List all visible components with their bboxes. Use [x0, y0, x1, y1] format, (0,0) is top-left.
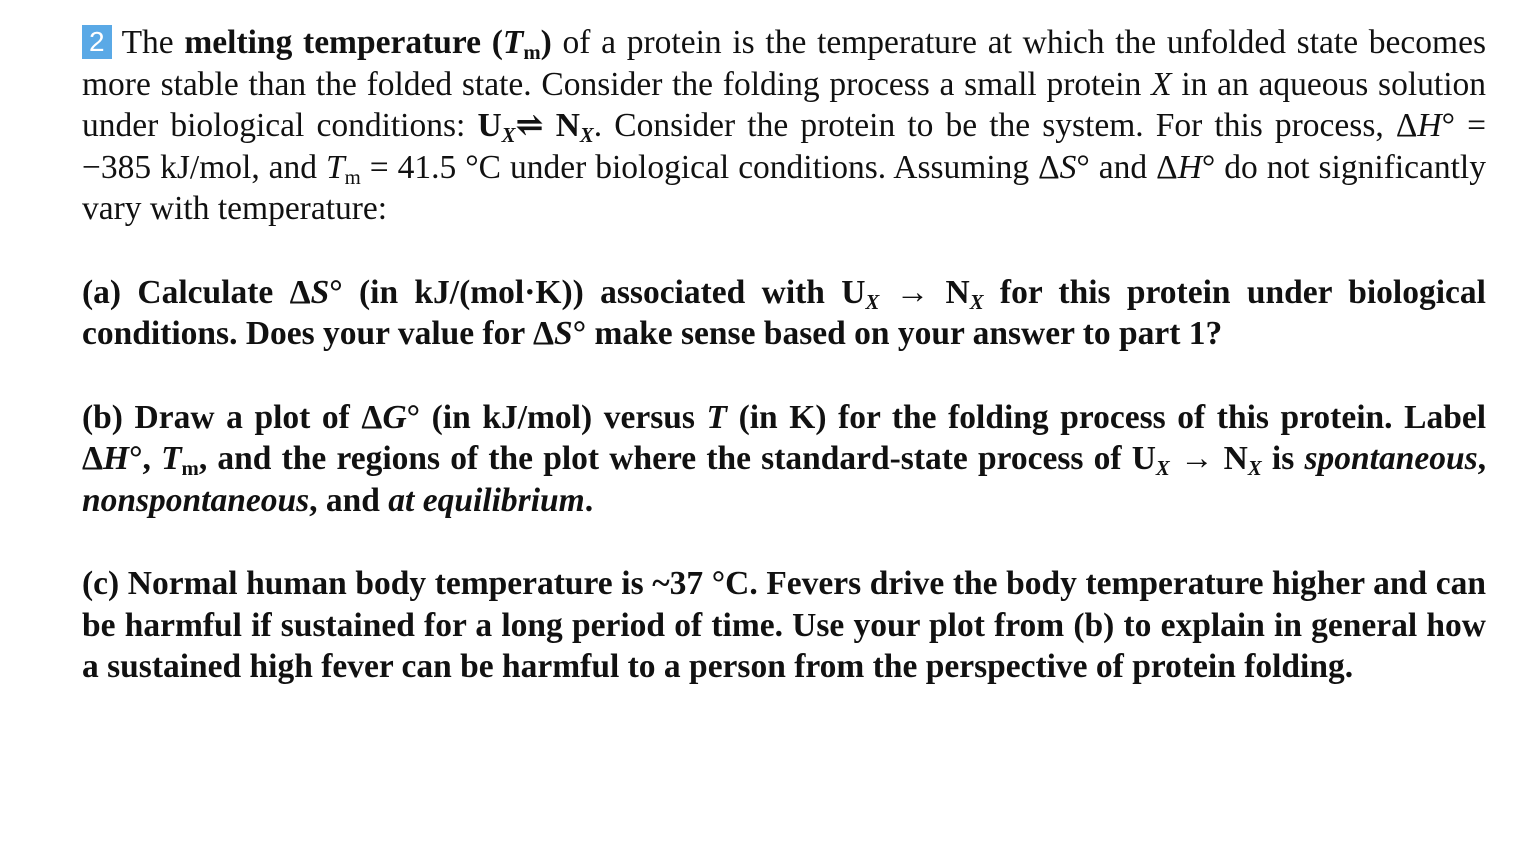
enthalpy-symbol: H	[1177, 148, 1202, 186]
intro-text: ° do not significantly vary with temperature:	[82, 148, 1486, 227]
problem-number-badge: 2	[82, 25, 112, 59]
term-at-equilibrium: at equilibrium	[388, 481, 585, 519]
question-part-b: (b) Draw a plot of ΔG° (in kJ/mol) versus T (in K) for the folding process of this protein. Label ΔH°, $T_m$, and the regions of the plot where the standard-state process of $U_X \to N_X$ is spontaneous, nonspontaneous, and at equilibrium.	[82, 398, 1487, 519]
question-part-c: (c) Normal human body temperature is ~37 °C. Fevers drive the body temperature higher and can be harmful if sustained for a long period of time. Use your plot from (b) to explain in general how a sustained high fever can be harmful to a person from the perspective of protein folding.	[82, 565, 1486, 685]
problem-intro: 2 The melting temperature $(T_m)$ of a protein is the temperature at which the unfolded state becomes more stable than the folded state. Consider the folding process a small protein X in an aqueous solution under biological conditions: $U_X\rightleftharpoons$ $N_X$. Consider the protein to be the system. For this process, ΔH° = −385 kJ/mol, and $T_m = 41.5$ °C under biological conditions. Assuming ΔS° and ΔH° do not significantly vary with temperature:	[82, 24, 1486, 227]
spacer	[82, 355, 1486, 397]
problem-document	[82, 22, 1486, 688]
term-spontaneous: spontaneous	[1304, 440, 1478, 477]
question-part-a: (a) Calculate ΔS° (in kJ/(mol·K)) associated with $U_X \to N_X$ for this protein under biological conditions. Does your value for ΔS° make sense based on your answer to part 1?	[82, 273, 1486, 352]
spacer	[82, 230, 1486, 272]
intro-text: in an aqueous solution under biological conditions:	[82, 65, 1486, 144]
intro-text: of a protein is the temperature at which the unfolded state becomes more stable than the folded state. Consider the folding process a small protein	[82, 24, 1486, 103]
entropy-symbol: S	[1059, 148, 1077, 186]
intro-text: = 41.5 °C under biological conditions. Assuming Δ	[360, 148, 1060, 186]
intro-text: ° = −385 kJ/mol, and	[82, 107, 1486, 186]
intro-text: The	[121, 24, 185, 61]
enthalpy-symbol: H	[1417, 107, 1442, 144]
melting-temperature-term: melting temperature $(T_m)$	[184, 24, 552, 65]
intro-text: ° and Δ	[1076, 148, 1178, 186]
spacer	[82, 521, 1486, 563]
folding-equilibrium-equation: $U_X\rightleftharpoons$ $N_X$	[477, 107, 594, 148]
protein-variable: X	[1151, 65, 1172, 103]
term-nonspontaneous: nonspontaneous	[82, 481, 310, 519]
tm-symbol: T	[326, 148, 345, 186]
intro-text: . Consider the protein to be the system. For this process, Δ	[593, 107, 1418, 144]
